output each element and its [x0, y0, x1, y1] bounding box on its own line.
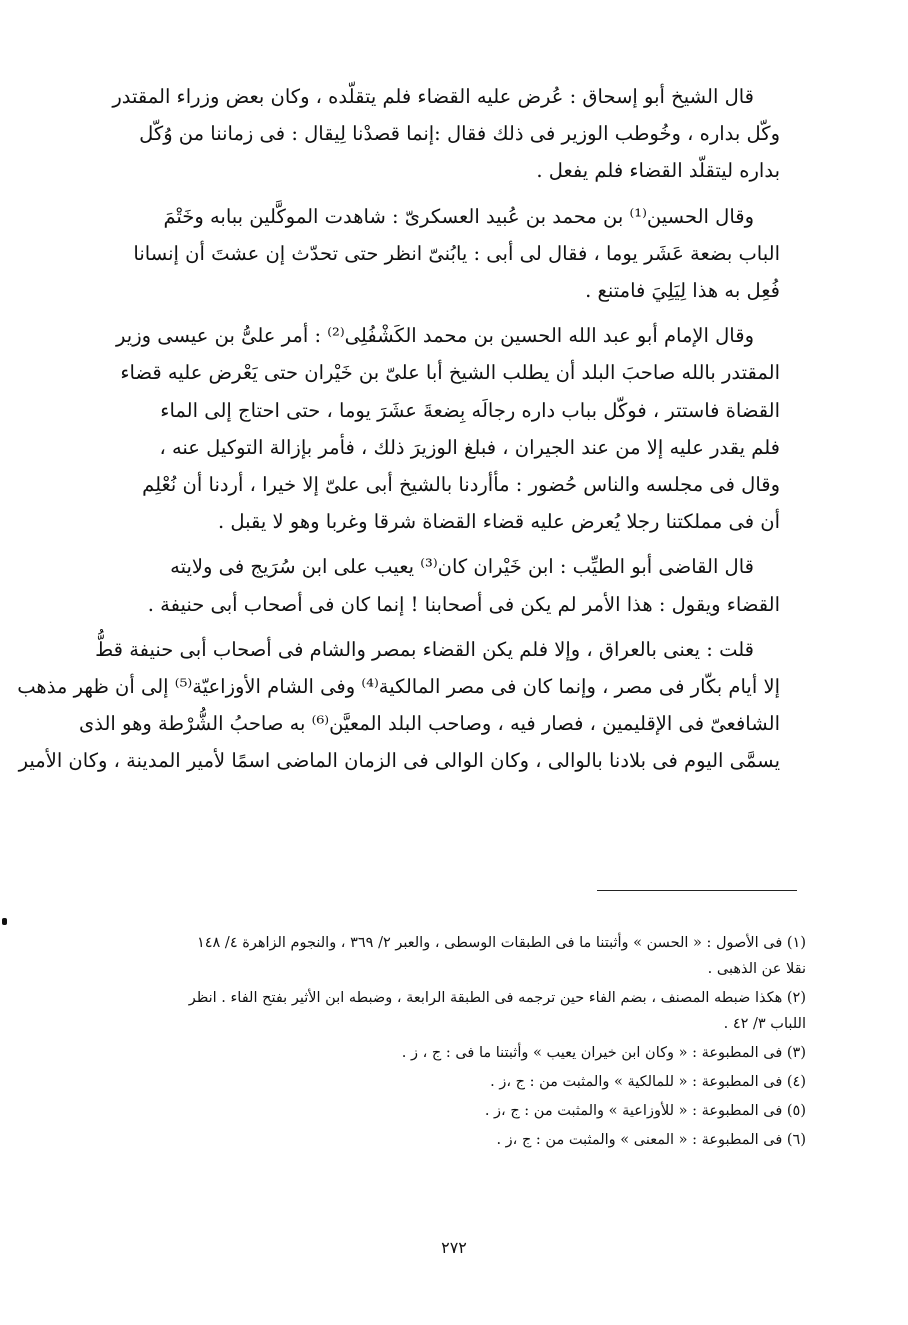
text-line: القضاء ويقول : هذا الأمر لم يكن فى أصحابنا ! إنما كان فى أصحاب أبى حنيفة . [147, 592, 780, 616]
footnote-separator [597, 890, 797, 891]
paragraph-2 [78, 198, 806, 310]
page-number: ٢٧٢ [441, 1238, 467, 1257]
footnote-line: (٥) فى المطبوعة : « للأوزاعية » والمثبت من : ج ،ز . [484, 1103, 806, 1119]
text-line: الباب بضعة عَشَر يوما ، فقال لى أبى : يابُنىّ انظر حتى تحدّث إن عشتَ أن إنسانا [133, 241, 780, 265]
text-line: فُعِل به هذا لِيَلِيَ فامتنع . [585, 279, 780, 303]
footnote-line: نقلا عن الذهبى . [707, 961, 806, 977]
margin-mark [2, 918, 7, 925]
paragraph-3 [78, 317, 806, 540]
text-line: المقتدر بالله صاحبَ البلد أن يطلب الشيخ أبا علىّ بن خَيْران حتى يَعْرض عليه قضاء [120, 361, 780, 385]
text-line: بداره ليتقلّد القضاء فلم يفعل . [536, 159, 780, 183]
paragraph-1 [78, 78, 806, 190]
footnote-line: (٢) هكذا ضبطه المصنف ، بضم الفاء حين ترجمه فى الطبقة الرابعة ، وضبطه ابن الأثير بفتح الفاء . انظر [188, 990, 806, 1006]
text-line: وكّل بداره ، وخُوطب الوزير فى ذلك فقال :إنما قصدْنا لِيقال : فى زماننا من وُكّل [139, 122, 780, 146]
text-line: وقال فى مجلسه والناس حُضور : مأأردنا بالشيخ أبى علىّ إلا خيرا ، أردنا أن نُعْلِم [142, 473, 780, 497]
text-line: أن فى مملكتنا رجلا يُعرض عليه قضاء القضاة شرقا وغربا وهو لا يقبل . [217, 510, 780, 534]
text-line: إلا أيام بكّار فى مصر ، وإنما كان فى مصر المالكية⁽⁴⁾ وفى الشام الأوزاعيّة⁽⁵⁾ إلى أن ظهر مذهب [17, 675, 780, 699]
text-line: وقال الحسين⁽¹⁾ بن محمد بن عُبيد العسكرىّ : شاهدت الموكَّلين ببابه وخَتْمَ [163, 204, 754, 228]
text-line: القضاة فاستتر ، فوكّل بباب داره رجالَه بِضعةَ عشَرَ يوما ، حتى احتاج إلى الماء [160, 398, 780, 422]
footnote-1 [78, 930, 806, 982]
footnote-5 [78, 1098, 806, 1124]
text-line: قلت : يعنى بالعراق ، وإلا فلم يكن القضاء بمصر والشام فى أصحاب أبى حنيفة قطُّ [95, 637, 754, 661]
footnote-line: (٤) فى المطبوعة : « للمالكية » والمثبت من : ج ،ز . [490, 1074, 806, 1090]
main-text [17, 78, 806, 788]
text-line: قال القاضى أبو الطيِّب : ابن خَيْران كان⁽³⁾ يعيب على ابن سُرَيج فى ولايته [170, 555, 754, 579]
footnote-3 [78, 1040, 806, 1066]
paragraph-5 [17, 631, 806, 780]
footnote-2 [78, 985, 806, 1037]
paragraph-4 [78, 548, 806, 622]
text-line: يسمَّى اليوم فى بلادنا بالوالى ، وكان الوالى فى الزمان الماضى اسمًا لأمير المدينة ، وكان الأمير [18, 749, 780, 773]
text-line: فلم يقدر عليه إلا من عند الجيران ، فبلغ الوزيرَ ذلك ، فأمر بإزالة التوكيل عنه ، [159, 435, 780, 459]
footnote-line: (٦) فى المطبوعة : « المعنى » والمثبت من : ج ،ز . [496, 1132, 806, 1148]
text-line: قال الشيخ أبو إسحاق : عُرض عليه القضاء فلم يتقلّده ، وكان بعض وزراء المقتدر [112, 85, 754, 108]
text-line: وقال الإمام أبو عبد الله الحسين بن محمد الكَشْفُلِى⁽²⁾ : أمر علىُّ بن عيسى وزير [116, 324, 754, 348]
footnote-4 [78, 1069, 806, 1095]
footnotes [78, 930, 806, 1156]
text-line: الشافعىّ فى الإقليمين ، فصار فيه ، وصاحب البلد المعيَّن⁽⁶⁾ به صاحبُ الشُّرْطة وهو الذى [78, 712, 780, 736]
footnote-line: (٣) فى المطبوعة : « وكان ابن خيران يعيب » وأثبتنا ما فى : ج ، ز . [401, 1045, 806, 1061]
footnote-line: اللباب ٣/ ٤٢ . [723, 1016, 806, 1032]
footnote-6 [78, 1127, 806, 1153]
footnote-line: (١) فى الأصول : « الحسن » وأثبتنا ما فى الطبقات الوسطى ، والعبر ٢/ ٣٦٩ ، والنجوم الزاهرة ٤/ ١٤٨ [196, 935, 806, 951]
